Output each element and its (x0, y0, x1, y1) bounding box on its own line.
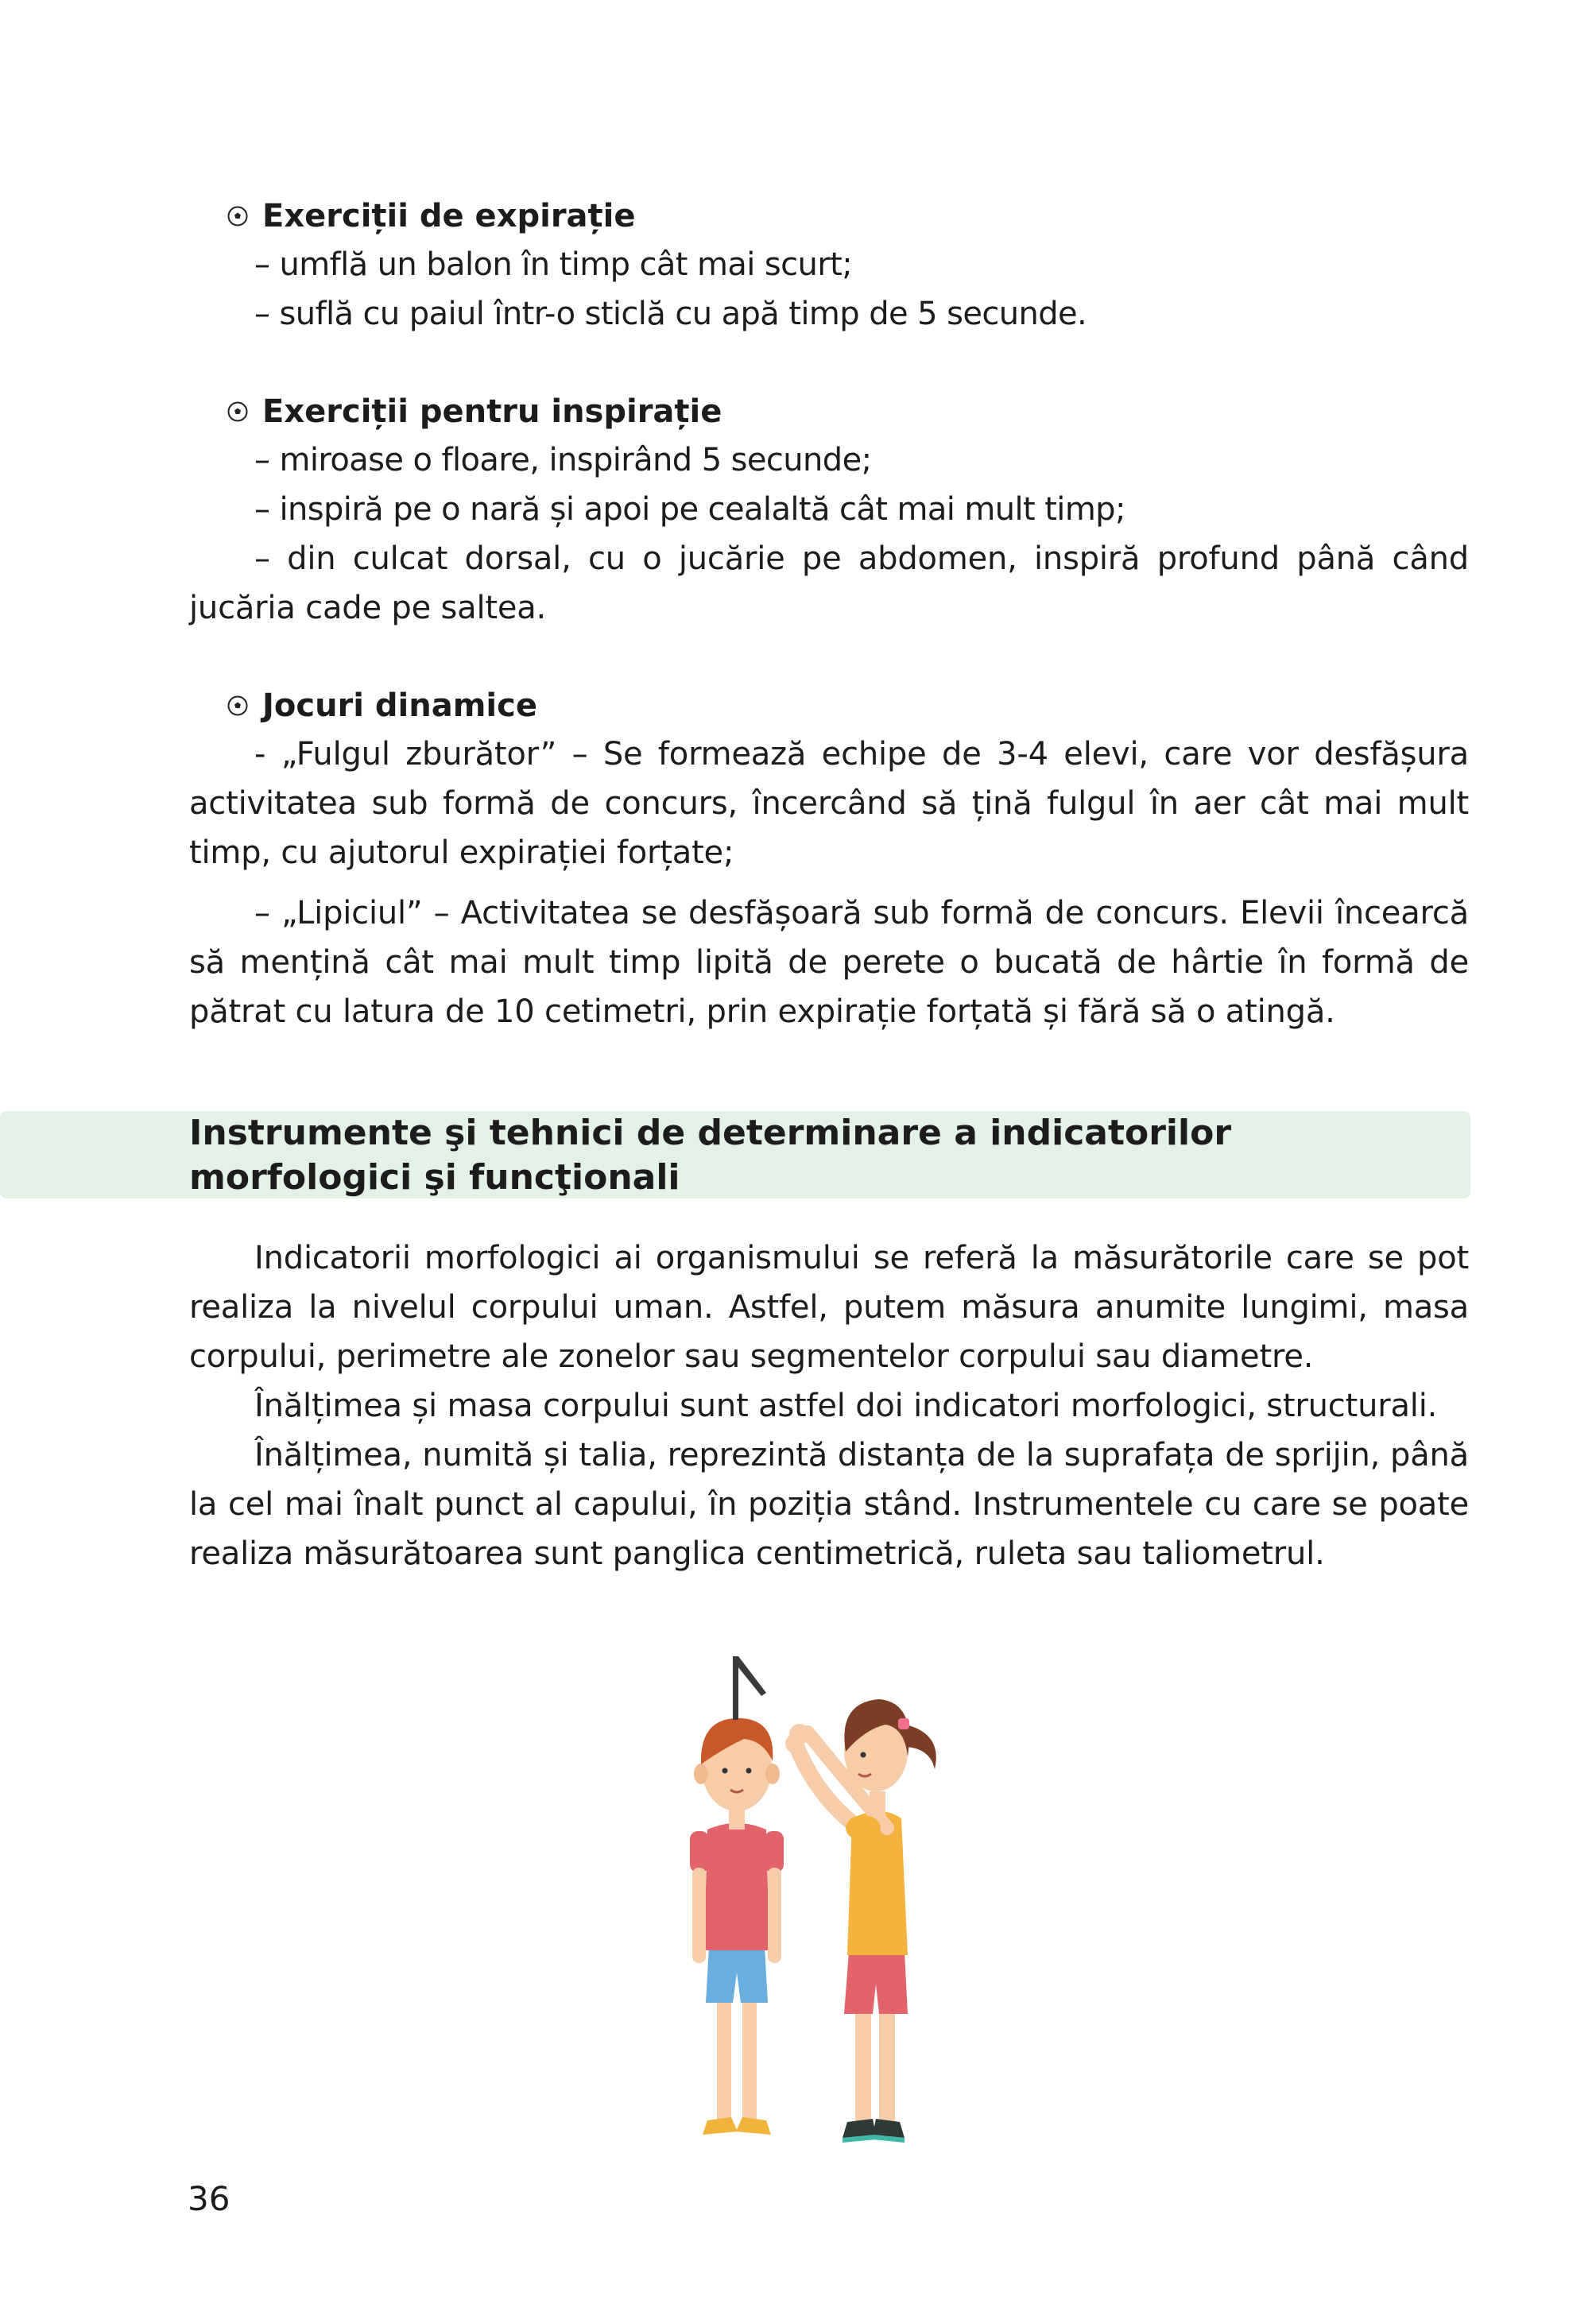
section-header-line: morfologici şi funcţionali (189, 1157, 680, 1198)
measuring-tool (733, 1656, 766, 1720)
exercise-item: – inspiră pe o nară și apoi pe cealaltă cât mai mult timp; (254, 491, 1125, 528)
exercise-item: – miroase o floare, inspirând 5 secunde; (254, 442, 872, 478)
paragraph: Înălțimea, numită și talia, reprezintă distanța de la suprafața de sprijin, până la cel mai înalt punct al capului, în poziția stând. Instrumentele cu care se poate realiza măsurătoarea sunt panglica centimetrică, ruleta sau taliometrul. (189, 1437, 1469, 1572)
section-heading (189, 682, 1469, 730)
paragraph: Înălțimea și masa corpului sunt astfel doi indicatori morfologici, structurali. (254, 1388, 1438, 1424)
soccer-ball-icon (227, 401, 248, 422)
exercise-item: – suflă cu paiul într-o sticlă cu apă timp de 5 secunde. (254, 296, 1087, 332)
page-number: 36 (188, 2179, 230, 2218)
exercise-item: – umflă un balon în timp cât mai scurt; (254, 246, 853, 283)
game-item: – „Lipiciul” – Activitatea se desfășoară sub formă de concurs. Elevii încearcă să mențină cât mai mult timp lipită de perete o bucată de hârtie în formă de pătrat cu latura de 10 cetimetri, prin expirație forțată și fără să o atingă. (189, 895, 1469, 1030)
section-title: Exerciții pentru inspirație (262, 393, 722, 430)
section-heading (189, 192, 1469, 240)
soccer-ball-icon (227, 206, 248, 227)
section-jocuri (189, 682, 1469, 1036)
height-measurement-illustration (668, 1629, 970, 2146)
section-header-line: Instrumente şi tehnici de determinare a indicatorilor (189, 1113, 1232, 1153)
exercise-item: – din culcat dorsal, cu o jucărie pe abdomen, inspiră profund până când jucăria cade pe saltea. (189, 540, 1469, 626)
section-title: Jocuri dinamice (262, 687, 537, 724)
section-expiratie (189, 192, 1469, 339)
body-text (189, 1233, 1469, 1578)
game-item: - „Fulgul zburător” – Se formează echipe de 3-4 elevi, care vor desfășura activitatea sub formă de concurs, încercând să țină fulgul în aer cât mai mult timp, cu ajutorul expirației forțate; (189, 736, 1469, 871)
section-inspiratie (189, 388, 1469, 633)
paragraph: Indicatorii morfologici ai organismului se referă la măsurătorile care se pot realiza la nivelul corpului uman. Astfel, putem măsura anumite lungimi, masa corpului, perimetre ale zonelor sau segmentelor corpului sau diametre. (189, 1240, 1469, 1375)
soccer-ball-icon (227, 695, 248, 716)
girl-figure (785, 1699, 936, 2143)
section-title: Exerciții de expirație (262, 198, 636, 234)
section-header-title (189, 1111, 1381, 1200)
boy-figure (690, 1718, 784, 2135)
section-heading (189, 388, 1469, 436)
